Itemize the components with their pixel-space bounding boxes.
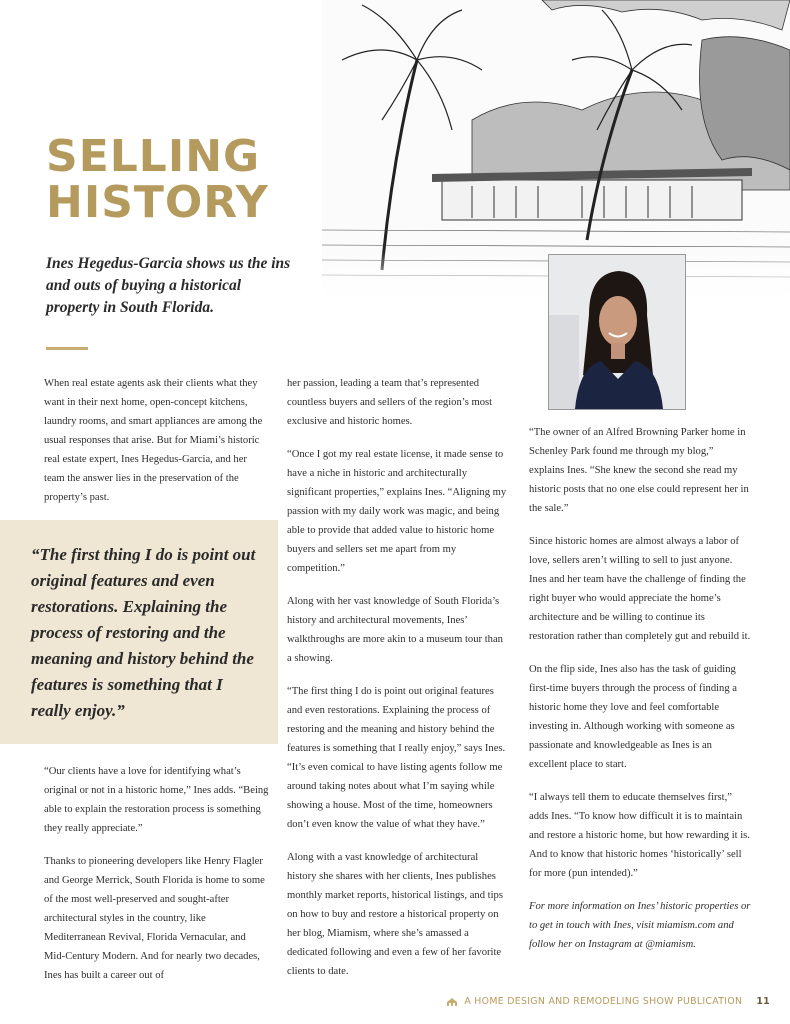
paragraph: Since historic homes are almost always a labor of love, sellers aren’t willing to sell to just anyone. Ines and her team have the challenge of finding the right buyer who would appreciate the home’s architecture and be willing to continue its restoration rather than completely gut and rebuild it. <box>529 536 751 642</box>
paragraph: “The first thing I do is point out original features and even restorations. Explaining the process of restoring and the meaning and history behind the features is something that I really enjoy,” says Ines. “It’s even comical to have listing agents follow me around taking notes about what I’m saying while showing a house. Most of the time, homeowners don’t even know the value of what they have.” <box>287 686 506 830</box>
pull-quote <box>0 520 278 744</box>
paragraph: “Once I got my real estate license, it made sense to have a niche in historic and architecturally significant properties,” explains Ines. “Aligning my passion with my daily work was magic, and being able to provide that added value to historic home buyers and sellers set me apart from my competition.” <box>287 449 507 574</box>
publication-name: A HOME DESIGN AND REMODELING SHOW PUBLICATION <box>464 996 743 1007</box>
author-portrait-photo <box>548 254 686 410</box>
paragraph: her passion, leading a team that’s represented countless buyers and sellers of the region’s most exclusive and historic homes. <box>287 378 493 427</box>
paragraph: On the flip side, Ines also has the task of guiding first-time buyers through the process of finding a historic home they love and feel comfortable investing in. Although working with someone as passionate and knowledgeable as Ines is an excellent place to start. <box>529 664 738 770</box>
title-divider <box>46 347 88 350</box>
paragraph: When real estate agents ask their clients what they want in their next home, open-concept kitchens, laundry rooms, and smart appliances are among the usual responses that arise. But for Miami’s historic real estate expert, Ines Hegedus-Garcia, and her team the answer lies in the preservation of the property’s past. <box>44 378 263 503</box>
page-number: 11 <box>756 996 770 1007</box>
article-column-1-continued <box>44 762 269 999</box>
paragraph: “The owner of an Alfred Browning Parker home in Schenley Park found me through my blog,” explains Ines. “She knew the second she read my historic posts that no one else could represent her in the sale.” <box>529 427 749 514</box>
title-line-1: SELLING <box>46 131 261 182</box>
article-column-3 <box>529 423 751 968</box>
paragraph: Along with her vast knowledge of South Florida’s history and architectural movements, Ines’ walkthroughs are more akin to a museum tour than a showing. <box>287 596 503 664</box>
page-footer <box>446 996 770 1007</box>
article-title <box>46 131 269 228</box>
pull-quote-text: “The first thing I do is point out original features and even restorations. Explaining the process of restoring and the meaning and history behind the features is something that I really enjoy.” <box>31 545 256 720</box>
article-subtitle: Ines Hegedus-Garcia shows us the ins and outs of buying a historical property in South Florida. <box>46 255 291 316</box>
closing-note: For more information on Ines’ historic properties or to get in touch with Ines, visit miamism.com and follow her on Instagram at @miamism. <box>529 901 751 950</box>
title-line-2: HISTORY <box>46 177 269 228</box>
paragraph: “Our clients have a love for identifying what’s original or not in a historic home,” Ines adds. “Being able to explain the restoration process is something they really appreciate.” <box>44 766 269 834</box>
house-icon <box>446 997 458 1007</box>
portrait-illustration <box>549 255 685 409</box>
paragraph: Thanks to pioneering developers like Henry Flagler and George Merrick, South Florida is home to some of the most well-preserved and sought-after architectural styles in the country, like Mediterranean Revival, Florida Vernacular, and Mid-Century Modern. And for nearly two decades, Ines has built a career out of <box>44 856 265 981</box>
article-column-2 <box>287 374 509 995</box>
paragraph: “I always tell them to educate themselves first,” adds Ines. “To know how difficult it is to maintain and restore a historic home, but how rewarding it is. And to know that historic homes ‘historically’ sell for more (pun intended).” <box>529 792 750 879</box>
paragraph: Along with a vast knowledge of architectural history she shares with her clients, Ines publishes monthly market reports, historical listings, and tips on how to buy and restore a historical property on her blog, Miamism, where she’s amassed a dedicated following and even a few of her favorite clients to date. <box>287 852 503 977</box>
article-column-1 <box>44 374 269 521</box>
